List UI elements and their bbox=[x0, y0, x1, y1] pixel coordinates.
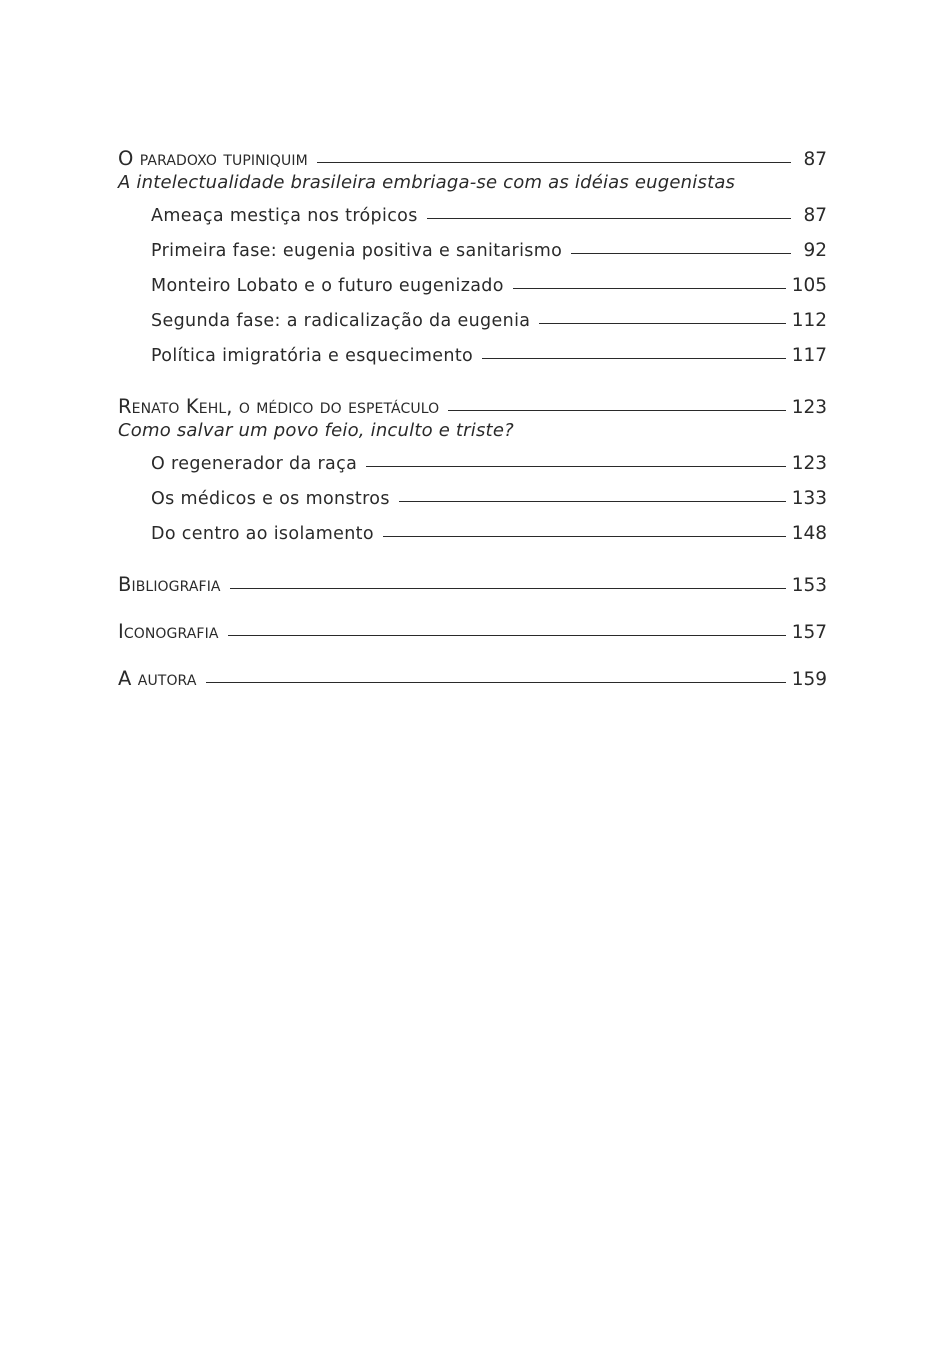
toc-page-number: 157 bbox=[791, 622, 827, 643]
title-rest: enato bbox=[131, 395, 180, 418]
toc-section-subtitle: Como salvar um povo feio, inculto e triste? bbox=[118, 420, 514, 441]
title-rest: conografia bbox=[123, 620, 219, 643]
toc-subentry-title: Ameaça mestiça nos trópicos bbox=[151, 206, 418, 226]
dot-leader bbox=[571, 253, 791, 254]
dot-leader bbox=[230, 588, 786, 589]
toc-subentry-title: O regenerador da raça bbox=[151, 454, 358, 474]
toc-entry bbox=[118, 146, 827, 172]
toc-subentry bbox=[118, 233, 827, 268]
title-initial: R bbox=[118, 395, 132, 418]
title-rest: ibliografia bbox=[131, 573, 221, 596]
toc-page-number: 87 bbox=[803, 205, 827, 226]
dot-leader bbox=[427, 218, 791, 219]
title-rest: ehl, o médico do espetáculo bbox=[198, 395, 440, 418]
dot-leader bbox=[399, 501, 786, 502]
toc-subentry bbox=[118, 481, 827, 516]
dot-leader bbox=[482, 358, 786, 359]
toc-entry bbox=[118, 666, 827, 692]
title-initial: O bbox=[118, 147, 134, 170]
table-of-contents bbox=[118, 146, 827, 692]
title-rest: paradoxo tupiniquim bbox=[139, 147, 308, 170]
title-initial: K bbox=[185, 395, 199, 418]
toc-subentry bbox=[118, 446, 827, 481]
dot-leader bbox=[228, 635, 786, 636]
toc-page-number: 133 bbox=[791, 488, 827, 509]
toc-entry-title bbox=[118, 394, 439, 420]
toc-subentry-title: Os médicos e os monstros bbox=[151, 489, 390, 509]
toc-subentry bbox=[118, 268, 827, 303]
toc-entry-title bbox=[118, 619, 219, 645]
toc-subentry-title: Do centro ao isolamento bbox=[151, 524, 374, 544]
toc-entry bbox=[118, 619, 827, 645]
toc-section-renato-kehl bbox=[118, 394, 827, 551]
toc-entry-title bbox=[118, 146, 308, 172]
toc-entry bbox=[118, 394, 827, 420]
dot-leader bbox=[366, 466, 786, 467]
toc-page-number: 148 bbox=[791, 523, 827, 544]
toc-page-number: 123 bbox=[791, 397, 827, 418]
dot-leader bbox=[317, 162, 791, 163]
toc-subentry-title: Primeira fase: eugenia positiva e sanitarismo bbox=[151, 241, 563, 261]
toc-section-subtitle: A intelectualidade brasileira embriaga-se com as idéias eugenistas bbox=[118, 172, 736, 193]
toc-page-number: 159 bbox=[791, 669, 827, 690]
toc-subentry bbox=[118, 338, 827, 373]
dot-leader bbox=[513, 288, 786, 289]
toc-page-number: 105 bbox=[791, 275, 827, 296]
toc-subentry-title: Política imigratória e esquecimento bbox=[151, 346, 474, 366]
toc-section-a-autora bbox=[118, 666, 827, 692]
toc-entry bbox=[118, 572, 827, 598]
dot-leader bbox=[383, 536, 786, 537]
toc-page-number: 112 bbox=[791, 310, 827, 331]
title-initial: B bbox=[118, 573, 132, 596]
toc-page-number: 87 bbox=[803, 149, 827, 170]
toc-subentry-title: Monteiro Lobato e o futuro eugenizado bbox=[151, 276, 504, 296]
toc-section-iconografia bbox=[118, 619, 827, 645]
dot-leader bbox=[206, 682, 786, 683]
toc-subentry bbox=[118, 198, 827, 233]
toc-entry-title bbox=[118, 572, 221, 598]
dot-leader bbox=[448, 410, 785, 411]
toc-section-bibliografia bbox=[118, 572, 827, 598]
title-initial: I bbox=[118, 620, 124, 643]
title-initial: A bbox=[118, 667, 132, 690]
dot-leader bbox=[539, 323, 785, 324]
title-rest: autora bbox=[137, 667, 197, 690]
toc-page-number: 123 bbox=[791, 453, 827, 474]
toc-page-number: 153 bbox=[791, 575, 827, 596]
toc-section-paradoxo bbox=[118, 146, 827, 373]
toc-entry-title bbox=[118, 666, 197, 692]
toc-subentry bbox=[118, 303, 827, 338]
toc-subentry-title: Segunda fase: a radicalização da eugenia bbox=[151, 311, 531, 331]
toc-page-number: 117 bbox=[791, 345, 827, 366]
toc-page-number: 92 bbox=[803, 240, 827, 261]
toc-subentry bbox=[118, 516, 827, 551]
